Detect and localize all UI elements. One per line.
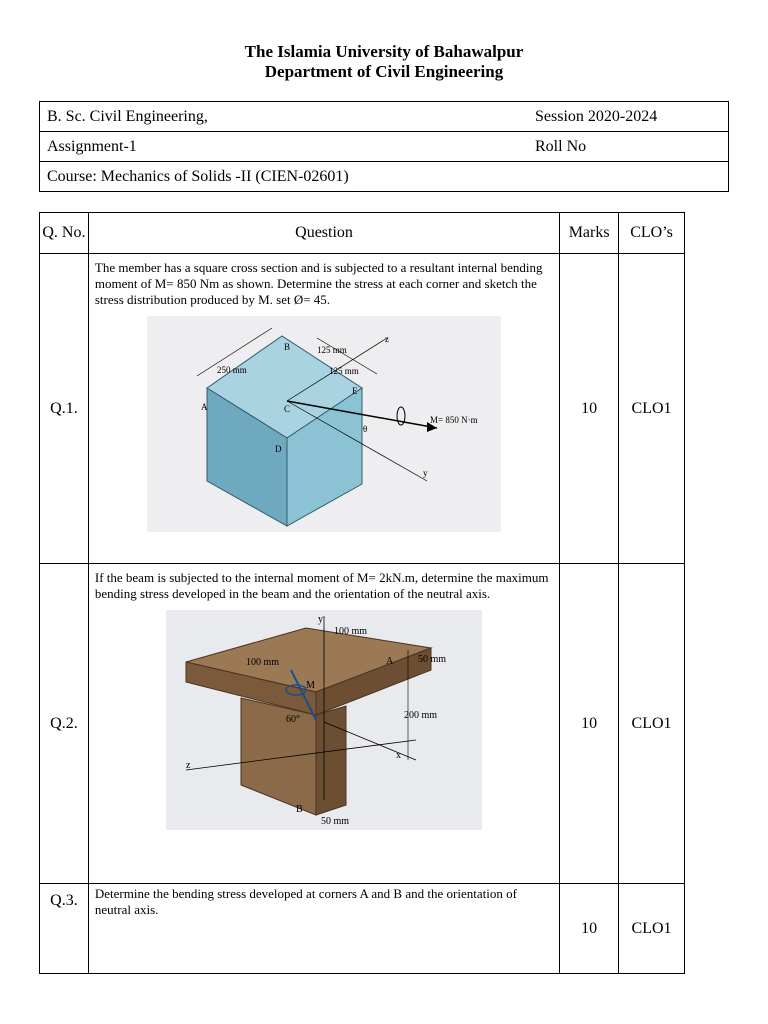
question-number: Q.3. [40,884,89,974]
document-header [0,42,768,82]
header-marks: Marks [560,213,619,254]
label-b: B [296,804,303,815]
university-name: The Islamia University of Bahawalpur [244,42,524,61]
label-a: A [201,402,208,412]
label-moment: M= 850 N·m [430,415,478,425]
question-text: The member has a square cross section and is subjected to a resultant internal bending moment of M= 850 Nm as shown. Determine the stress at each corner and sketch the stress distribution produced by M. set Ø= 45. [94,260,543,307]
label-125mm-right: 125 mm [329,366,359,376]
table-row [40,884,685,974]
header-question: Question [88,213,559,254]
label-e: E [352,386,358,396]
department-name: Department of Civil Engineering [264,62,504,81]
label-z-axis: z [186,760,191,771]
question-text: Determine the bending stress developed at corners A and B and the orientation of neutral axis. [94,886,517,917]
label-100mm-left: 100 mm [246,657,280,668]
table-row [40,254,685,564]
label-60deg: 60° [286,714,301,725]
question-cell [88,254,559,564]
question-text: If the beam is subjected to the internal moment of M= 2kN.m, determine the maximum bending stress developed in the beam and the orientation of the neutral axis. [94,570,549,601]
roll-cell: Roll No [535,132,729,162]
question-marks: 10 [560,564,619,884]
label-100mm-top: 100 mm [334,626,368,637]
table-row [40,564,685,884]
label-b: B [284,342,291,352]
label-theta: θ [363,424,368,434]
label-y-axis: y [318,614,324,625]
label-a: A [386,656,394,667]
q2-figure [166,610,482,830]
question-cell [88,884,559,974]
session-cell: Session 2020-2024 [535,102,729,132]
course-cell: Course: Mechanics of Solids -II (CIEN-02601) [40,162,729,192]
label-50mm-bottom: 50 mm [321,816,350,827]
question-number: Q.1. [40,254,89,564]
program-cell: B. Sc. Civil Engineering, [40,102,536,132]
course-info-table [39,101,729,192]
label-d: D [275,444,282,454]
label-125mm-top: 125 mm [317,345,347,355]
label-50mm-right: 50 mm [418,654,447,665]
label-m: M [306,680,315,691]
question-number: Q.2. [40,564,89,884]
questions-table [39,212,685,974]
question-marks: 10 [560,884,619,974]
question-clo: CLO1 [619,884,685,974]
q1-figure [147,316,501,532]
assignment-cell: Assignment-1 [40,132,536,162]
question-clo: CLO1 [619,254,685,564]
header-clo: CLO’s [619,213,685,254]
label-z-axis: z [385,334,390,344]
label-y-axis: y [423,468,428,478]
question-cell [88,564,559,884]
label-x-axis: x [396,750,402,761]
label-c: C [284,404,291,414]
label-250mm: 250 mm [217,365,247,375]
label-200mm: 200 mm [404,710,438,721]
question-clo: CLO1 [619,564,685,884]
table-header-row [40,213,685,254]
question-marks: 10 [560,254,619,564]
header-qno: Q. No. [40,213,89,254]
